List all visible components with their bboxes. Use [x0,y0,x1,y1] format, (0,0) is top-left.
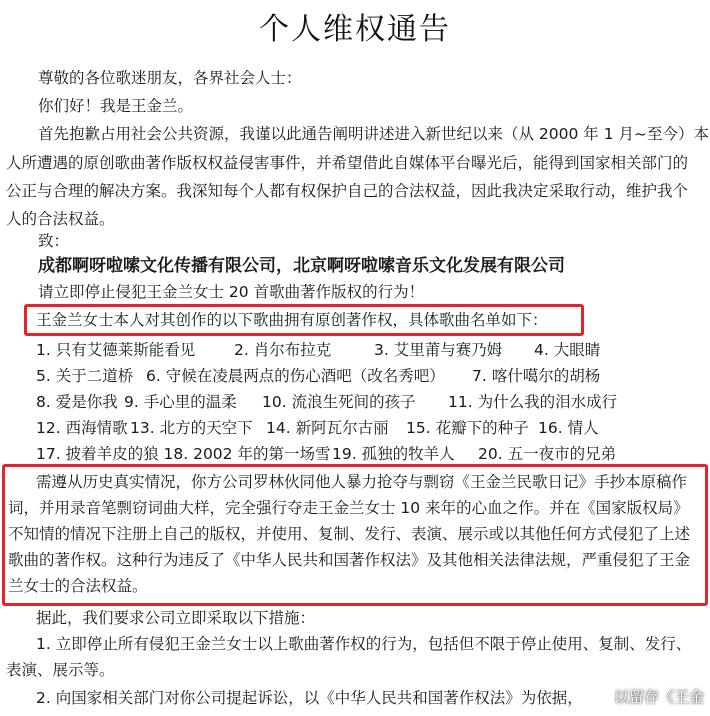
song-item: 9. 手心里的温柔 [124,393,237,411]
song-item: 16. 情人 [538,419,599,437]
ownership-statement: 王金兰女士本人对其创作的以下歌曲拥有原创著作权，具体歌曲名单如下： [36,311,548,329]
stop-request: 请立即停止侵犯王金兰女士 20 首歌曲著作版权的行为！ [38,283,425,301]
song-item: 4. 大眼睛 [534,341,601,359]
intro-line-4: 人的合法权益。 [6,210,115,228]
song-item: 13. 北方的天空下 [130,419,253,437]
song-item: 12. 西海情歌 [36,419,128,437]
companies: 成都啊呀啦嗦文化传播有限公司，北京啊呀啦嗦音乐文化发展有限公司 [38,256,565,276]
intro-line-1: 首先抱歉占用社会公共资源，我谨以此通告阐明讲述进入新世纪以来（从 2000 年 1 月~至今）本 [38,125,710,143]
song-item: 1. 只有艾德莱斯能看见 [36,341,196,359]
song-item: 8. 爱是你我 [36,393,118,411]
facts-line-4: 歌曲的著作权。这种行为违反了《中华人民共和国著作权法》及其他相关法律法规，严重侵犯了王金 [8,551,691,569]
notice-title: 个人维权通告 [259,12,451,47]
intro-line-3: 公正与合理的解决方案。我深知每个人都有权保护自己的合法权益，因此我决定采取行动，维护我个 [6,182,689,200]
song-item: 20. 五一夜市的兄弟 [478,445,617,463]
source-watermark: 以留存《王金 [613,688,704,706]
song-item: 15. 花瓣下的种子 [406,419,529,437]
song-item: 5. 关于二道桥 [36,367,134,385]
to-label: 致： [38,232,70,250]
song-item: 19. 孤独的牧羊人 [332,445,455,463]
intro-line-2: 人所遭遇的原创歌曲著作版权权益侵害事件，并希望借此自媒体平台曝光后，能得到国家相关部门的 [6,154,689,172]
measure-1-line-1: 1. 立即停止所有侵犯王金兰女士以上歌曲著作权的行为，包括但不限于停止使用、复制、发行、 [36,635,692,653]
song-item: 10. 流浪生死间的孩子 [262,393,416,411]
song-item: 7. 喀什噶尔的胡杨 [472,367,601,385]
song-item: 11. 为什么我的泪水成行 [448,393,618,411]
song-row-4 [36,418,599,438]
song-row-5 [36,444,616,464]
song-item: 6. 守候在凌晨两点的伤心酒吧（改名秀吧） [146,367,445,385]
song-item: 14. 新阿瓦尔古丽 [266,419,389,437]
facts-line-2: 词，并用录音笔剽窃词曲大样，完全强行夺走王金兰女士 10 来年的心血之作。并在《国家版权局》 [8,499,689,517]
measure-2: 2. 向国家相关部门对你公司提起诉讼，以《中华人民共和国著作权法》为依据， [36,689,583,707]
facts-line-5: 兰女士的合法权益。 [8,577,148,595]
song-item: 17. 披着羊皮的狼 18. 2002 年的第一场雪 [36,445,331,463]
facts-line-1: 需遵从历史真实情况，你方公司罗林伙同他人暴力抢夺与剽窃《王金兰民歌日记》手抄本原稿作 [36,473,688,491]
song-row-3 [36,392,617,412]
song-item: 2. 肖尔布拉克 [234,341,332,359]
facts-line-3: 不知情的情况下注册上自己的版权，并使用、复制、发行、表演、展示或以其他任何方式侵犯了上述 [8,525,691,543]
hello: 你们好！我是王金兰。 [38,97,194,115]
song-item: 3. 艾里莆与赛乃姆 [374,341,503,359]
measure-1-line-2: 表演、展示等。 [6,661,115,679]
song-row-1 [36,340,600,360]
greeting: 尊敬的各位歌迷朋友，各界社会人士： [38,69,302,87]
demand-intro: 据此，我们要求公司立即采取以下措施： [36,609,316,627]
song-row-2 [36,366,600,386]
